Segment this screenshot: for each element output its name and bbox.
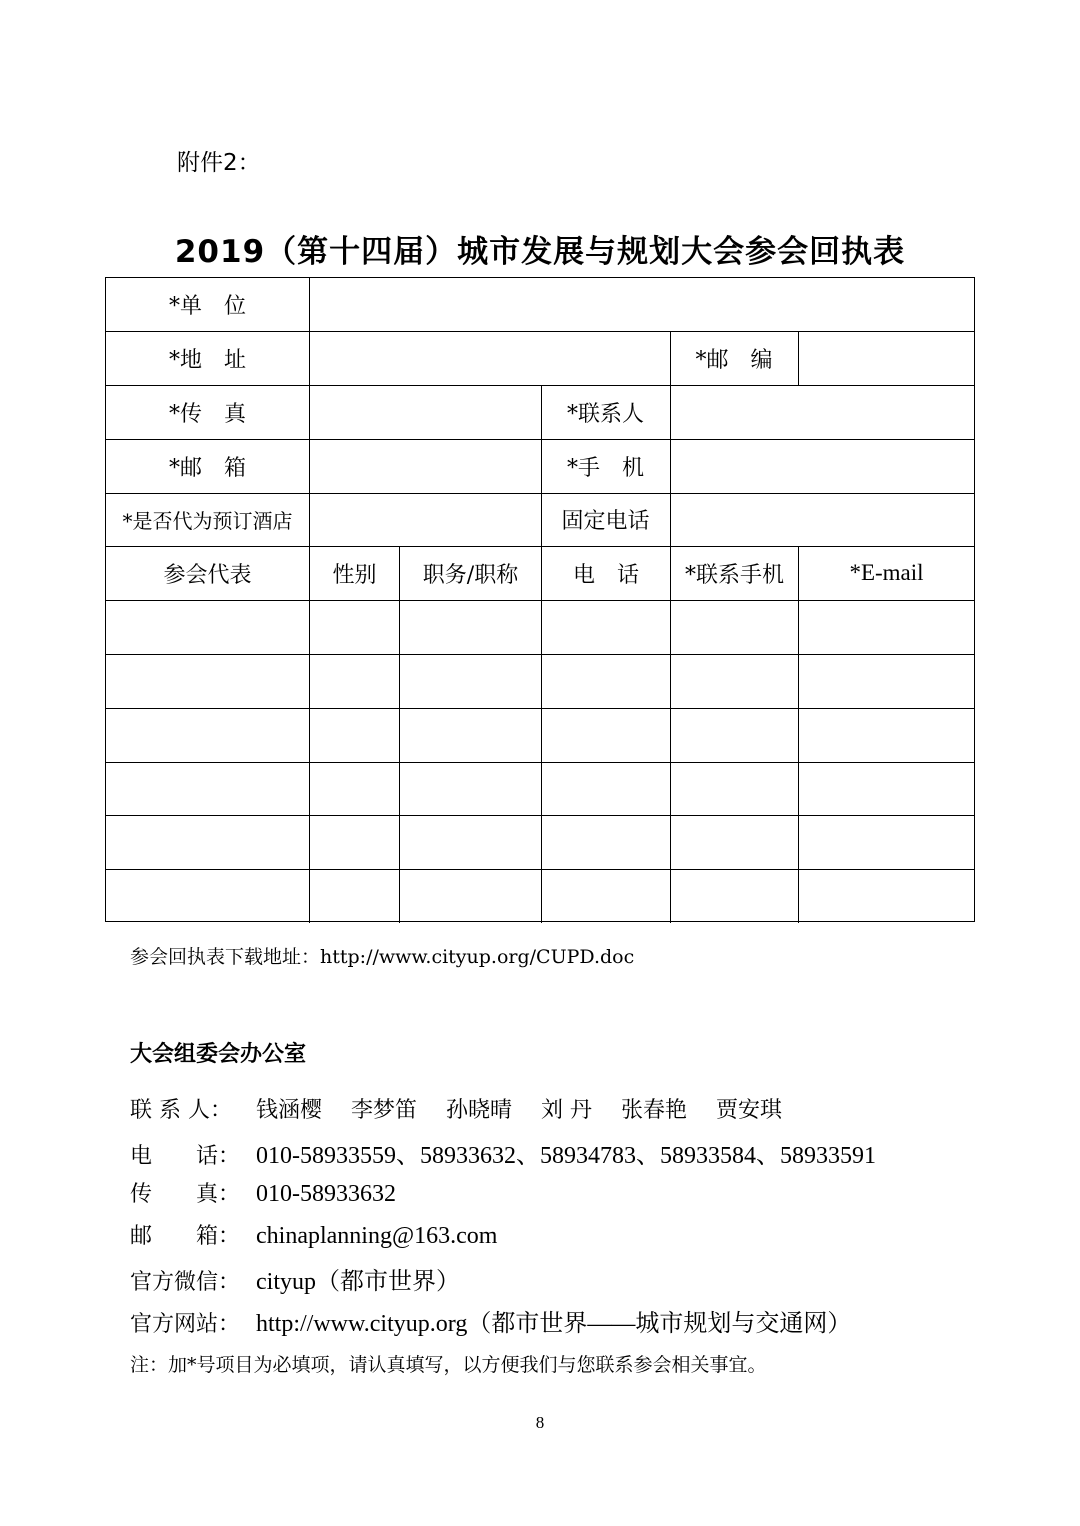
contacts-line [130, 1093, 782, 1124]
address-label: *地 址 [168, 347, 246, 373]
hotel-field[interactable] [310, 493, 541, 546]
website-label: 官方网站： [130, 1312, 241, 1337]
fax-field[interactable] [310, 385, 541, 439]
postcode-label: *邮 编 [695, 347, 773, 373]
page-title: 2019（第十四届）城市发展与规划大会参会回执表 [174, 234, 906, 270]
fax-info-label: 传 真： [130, 1182, 241, 1207]
website-value: http://www.cityup.org（都市世界——城市规划与交通网） [256, 1311, 852, 1337]
download-note: 参会回执表下载地址：http://www.cityup.org/CUPD.doc [130, 946, 635, 968]
contacts-label: 联 系 人： [130, 1098, 232, 1123]
header-delegate: 参会代表 [163, 562, 252, 588]
mobile-field[interactable] [671, 439, 974, 493]
registration-form [105, 277, 975, 922]
phone-value: 010-58933559、58933632、58934783、58933584、58933591 [256, 1143, 876, 1169]
contacts-value: 钱涵樱 李梦笛 孙晓晴 刘 丹 张春艳 贾安琪 [256, 1098, 782, 1123]
contact-label: *联系人 [566, 401, 644, 427]
fax-value: 010-58933632 [256, 1181, 396, 1207]
attachment-label: 附件2： [177, 150, 261, 176]
header-position: 职务/职称 [422, 562, 519, 588]
wechat-value: cityup（都市世界） [256, 1269, 460, 1295]
office-title: 大会组委会办公室 [130, 1042, 307, 1067]
landline-field[interactable] [671, 493, 974, 546]
phone-line [130, 1135, 876, 1170]
page-number: 8 [535, 1413, 545, 1432]
wechat-label: 官方微信： [130, 1270, 241, 1295]
phone-label: 电 话： [130, 1144, 241, 1169]
landline-label: 固定电话 [561, 509, 650, 534]
mailbox-label: *邮 箱 [168, 455, 246, 481]
fax-line [130, 1177, 396, 1208]
unit-label: *单 位 [168, 294, 246, 319]
header-mobile: *联系手机 [684, 562, 784, 588]
mailbox-field[interactable] [310, 439, 541, 493]
header-gender: 性别 [332, 562, 377, 588]
postcode-field[interactable] [799, 331, 974, 385]
header-email: *E-mail [849, 560, 924, 585]
email-label: 邮 箱： [130, 1224, 241, 1249]
header-phone: 电 话 [572, 562, 639, 588]
website-line [130, 1303, 851, 1338]
email-value: chinaplanning@163.com [256, 1223, 498, 1249]
fax-label: *传 真 [168, 401, 246, 427]
contact-field[interactable] [671, 385, 974, 439]
address-field[interactable] [310, 331, 670, 385]
hotel-label: *是否代为预订酒店 [122, 509, 293, 533]
required-note: 注：加*号项目为必填项，请认真填写，以方便我们与您联系参会相关事宜。 [130, 1354, 767, 1376]
mobile-label: *手 机 [566, 455, 644, 481]
email-line [130, 1219, 497, 1250]
unit-field[interactable] [310, 278, 974, 331]
wechat-line [130, 1261, 460, 1296]
